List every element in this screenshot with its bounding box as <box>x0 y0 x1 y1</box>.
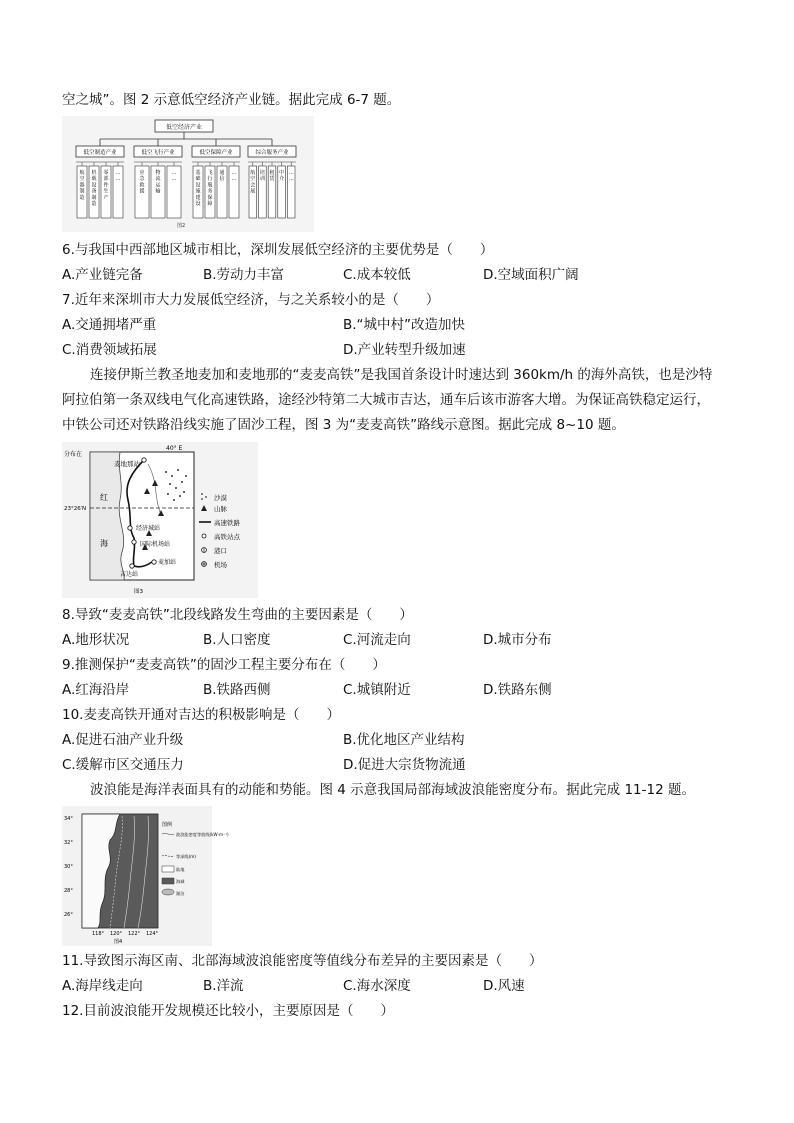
q9-option-d[interactable]: D.铁路东侧 <box>483 682 552 698</box>
question-10-stem: 10.麦麦高铁开通对吉达的积极影响是（ ） <box>62 707 340 723</box>
q8-option-a[interactable]: A.地形状况 <box>62 632 130 648</box>
fig4-legend-sea: 海域 <box>176 879 185 884</box>
fig4-lat-5: 26° <box>64 912 73 918</box>
fig2-item-label: 机载设备制造 <box>91 170 97 207</box>
q9-option-b[interactable]: B.铁路西侧 <box>203 682 271 698</box>
fig2-item-label: 基础设施建设 <box>195 170 201 207</box>
q11-option-a[interactable]: A.海岸线走向 <box>62 978 143 994</box>
q9-option-c[interactable]: C.城镇附近 <box>343 682 411 698</box>
q8-option-c[interactable]: C.河流走向 <box>343 632 411 648</box>
paragraph-2-line-2: 阿拉伯第一条双线电气化高速铁路，途经沙特第二大城市吉达，通车后该市游客大增。为保证高铁稳定运行， <box>62 392 710 408</box>
q10-option-a[interactable]: A.促进石油产业升级 <box>62 732 184 748</box>
question-8-stem: 8.导致“麦麦高铁”北段线路发生弯曲的主要因素是（ ） <box>62 607 413 623</box>
fig2-group-2: 低空飞行产业 <box>141 150 175 156</box>
q9-option-a[interactable]: A.红海沿岸 <box>62 682 130 698</box>
fig3-station-medina: 麦地那站 <box>114 460 140 468</box>
fig2-item-label: 应急救援 <box>139 170 145 195</box>
fig4-lon-1: 118° <box>92 931 105 937</box>
q10-option-d[interactable]: D.促进大宗货物流通 <box>343 757 466 773</box>
fig4-legend-depth: 等深线(m) <box>176 854 196 859</box>
fig3-legend-rail: 高速铁路 <box>214 519 240 527</box>
fig2-item-label: 航空会展 <box>250 170 256 195</box>
fig2-item-label: … … <box>288 170 294 183</box>
fig2-item-label: 通信 <box>219 170 225 183</box>
fig2-item-label: 航空器制造 <box>79 170 85 201</box>
fig3-station-jeddah: 吉达站 <box>120 571 139 578</box>
figure-4-map <box>62 806 229 946</box>
q7-option-d[interactable]: D.产业转型升级加速 <box>343 342 466 358</box>
fig3-legend-station: 高铁站点 <box>214 533 240 541</box>
question-9-stem: 9.推测保护“麦麦高铁”的固沙工程主要分布在（ ） <box>62 657 386 673</box>
fig4-legend-title: 图例 <box>162 822 173 828</box>
q6-option-a[interactable]: A.产业链完备 <box>62 267 143 283</box>
question-6-stem: 6.与我国中西部地区城市相比，深圳发展低空经济的主要优势是（ ） <box>62 242 494 258</box>
fig4-lon-4: 124° <box>146 931 159 937</box>
fig2-group-1: 低空制造产业 <box>83 150 117 156</box>
question-11-stem: 11.导致图示海区南、北部海域波浪能密度等值线分布差异的主要因素是（ ） <box>62 953 543 969</box>
fig3-legend-airport: 机场 <box>214 561 227 569</box>
fig3-legend-port: 港口 <box>214 547 227 555</box>
fig2-top-label: 低空经济产业 <box>165 124 203 131</box>
fig2-item-label: 中介 <box>279 170 285 183</box>
question-7-stem: 7.近年来深圳市大力发展低空经济，与之关系较小的是（ ） <box>62 292 440 308</box>
fig2-group-3: 低空保障产业 <box>199 150 233 156</box>
q7-option-a[interactable]: A.交通拥堵严重 <box>62 317 157 333</box>
fig4-legend-land: 陆地 <box>176 867 185 872</box>
figure-2-diagram <box>62 116 314 232</box>
fig2-item-label: 培训 <box>259 170 265 183</box>
fig4-legend-wave: 波浪能密度等值线(kW·m⁻¹) <box>176 832 229 837</box>
fig2-group-4: 综合服务产业 <box>255 150 289 156</box>
fig4-lat-4: 28° <box>64 888 73 894</box>
question-12-stem: 12.目前波浪能开发规模还比较小，主要原因是（ ） <box>62 1003 394 1019</box>
q10-option-c[interactable]: C.缓解市区交通压力 <box>62 757 184 773</box>
fig2-item-label: … … <box>115 170 121 183</box>
q8-option-d[interactable]: D.城市分布 <box>483 632 552 648</box>
q7-option-c[interactable]: C.消费领域拓展 <box>62 342 157 358</box>
fig4-lat-1: 34° <box>64 816 73 822</box>
fig4-lat-3: 30° <box>64 864 73 870</box>
q10-option-b[interactable]: B.优化地区产业结构 <box>343 732 465 748</box>
fig3-station-airport: 国际机场站 <box>140 541 171 548</box>
fig4-caption: 图4 <box>114 939 123 945</box>
paragraph-2-line-3: 中铁公司还对铁路沿线实施了固沙工程，图 3 为“麦麦高铁”路线示意图。据此完成 8~10 题。 <box>62 417 625 433</box>
fig2-item-label: 零部件生产 <box>103 170 109 201</box>
fig2-item-label: 物流运输 <box>155 170 161 195</box>
q6-option-d[interactable]: D.空域面积广阔 <box>483 267 579 283</box>
fig2-item-label: 飞行服务保障 <box>207 170 213 207</box>
paragraph-3: 波浪能是海洋表面具有的动能和势能。图 4 示意我国局部海域波浪能密度分布。据此完成 11-12 题。 <box>90 782 695 798</box>
fig3-station-econ-city: 经济城站 <box>136 525 161 532</box>
figure-3-map <box>62 442 258 598</box>
fig3-caption: 图3 <box>134 589 143 595</box>
q11-option-d[interactable]: D.风速 <box>483 978 525 994</box>
q8-option-b[interactable]: B.人口密度 <box>203 632 271 648</box>
intro-text: 空之城”。图 2 示意低空经济产业链。据此完成 6-7 题。 <box>62 92 401 108</box>
fig3-sea-label-2: 海 <box>100 539 108 548</box>
fig3-sea-label-1: 红 <box>100 493 108 502</box>
fig4-lon-3: 122° <box>128 931 141 937</box>
fig4-lon-2: 120° <box>110 931 123 937</box>
fig3-station-mecca: 麦加站 <box>158 559 177 566</box>
q11-option-b[interactable]: B.洋流 <box>203 978 244 994</box>
fig2-item-label: 租赁 <box>269 170 275 183</box>
fig3-legend-mountain: 山脉 <box>214 505 227 513</box>
fig2-item-label: … … <box>171 170 177 183</box>
paragraph-2-line-1: 连接伊斯兰教圣地麦加和麦地那的“麦麦高铁”是我国首条设计时速达到 360km/h 的海外高铁，也是沙特 <box>90 367 713 383</box>
fig3-longitude: 40° E <box>166 445 183 452</box>
fig3-corner-label: 分布在 <box>64 451 83 458</box>
q6-option-c[interactable]: C.成本较低 <box>343 267 411 283</box>
fig2-caption: 图2 <box>177 223 186 229</box>
q7-option-b[interactable]: B.“城中村”改造加快 <box>343 317 466 333</box>
q11-option-c[interactable]: C.海水深度 <box>343 978 411 994</box>
fig4-lat-2: 32° <box>64 840 73 846</box>
fig2-item-label: … … <box>231 170 237 183</box>
fig4-legend-lake: 湖泊 <box>176 891 185 896</box>
q6-option-b[interactable]: B.劳动力丰富 <box>203 267 285 283</box>
fig3-latitude: 23°26′N <box>64 506 87 512</box>
fig3-legend-desert: 沙漠 <box>214 494 227 502</box>
